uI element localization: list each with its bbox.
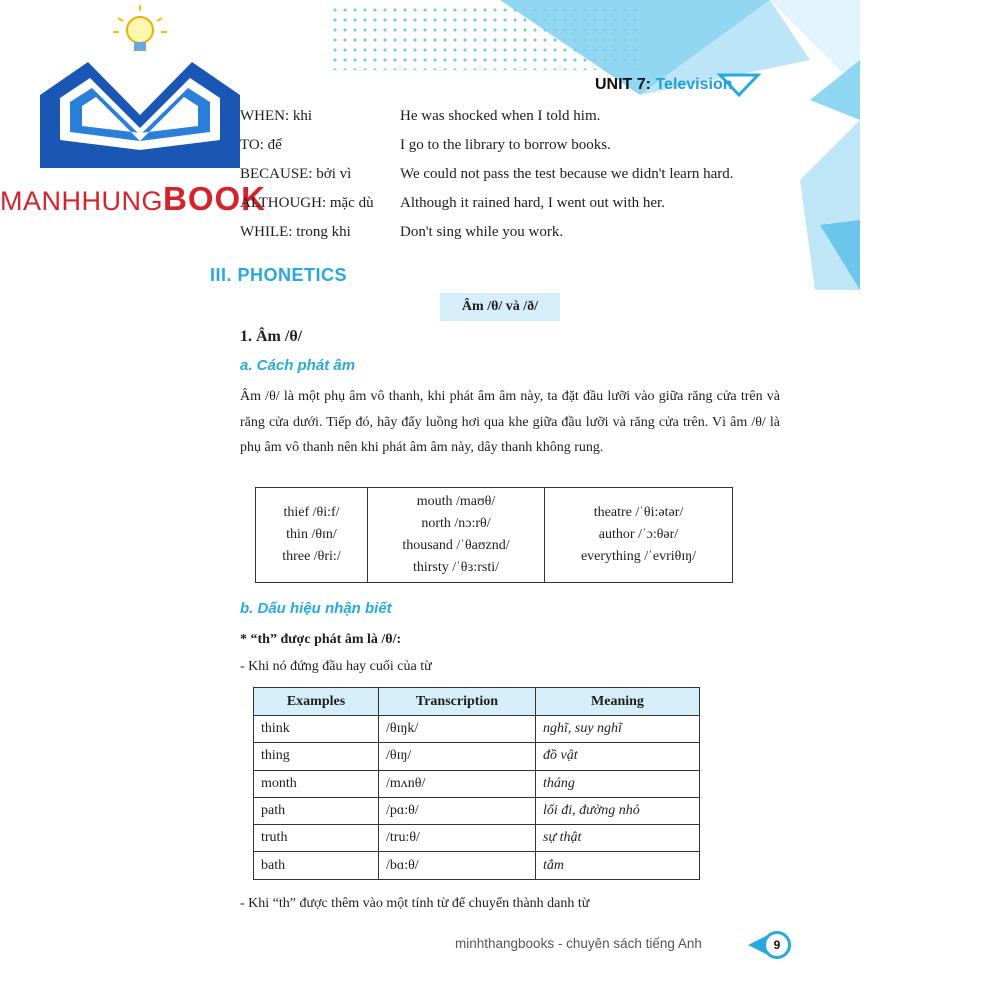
case-one-text: - Khi nó đứng đầu hay cuối của từ	[240, 659, 432, 674]
conjunction-word: TO: để	[240, 137, 282, 153]
word-item: thin /θɪn/	[286, 527, 337, 542]
table-header-row	[254, 688, 700, 716]
word-column	[368, 488, 545, 583]
word-item: mouth /maʊθ/	[416, 494, 496, 509]
table-cell: tắm	[536, 852, 700, 879]
table-row	[254, 797, 700, 824]
section-title: III. PHONETICS	[210, 265, 348, 285]
table-cell: nghĩ, suy nghĩ	[536, 716, 700, 743]
brand-name: MANHHUNG	[0, 186, 163, 216]
case-two-text: - Khi “th” được thêm vào một tính từ để chuyển thành danh từ	[240, 896, 590, 911]
conjunction-example: Don't sing while you work.	[400, 224, 564, 240]
column-header: Examples	[254, 688, 379, 716]
table-cell: truth	[254, 825, 379, 852]
word-item: thirsty /ˈθɜ:rsti/	[412, 560, 500, 575]
word-item: theatre /ˈθi:ətər/	[593, 505, 684, 520]
table-cell: bath	[254, 852, 379, 879]
word-column	[545, 488, 733, 583]
table-cell: tháng	[536, 770, 700, 797]
table-cell: sự thật	[536, 825, 700, 852]
conjunction-example: We could not pass the test because we didn't learn hard.	[400, 166, 734, 182]
table-cell: /bɑ:θ/	[379, 852, 536, 879]
conjunction-example: I go to the library to borrow books.	[400, 137, 611, 153]
table-row	[254, 825, 700, 852]
table-cell: lối đi, đường nhỏ	[536, 797, 700, 824]
table-cell: thing	[254, 743, 379, 770]
table-cell: /mʌnθ/	[379, 770, 536, 797]
page-number: 9	[763, 931, 791, 959]
table-row	[254, 770, 700, 797]
how-paragraph: Âm /θ/ là một phụ âm vô thanh, khi phát âm âm này, ta đặt đầu lưỡi vào giữa răng cửa trên và răng cửa dưới. Tiếp đó, hãy đẩy luồng hơi qua khe giữa đầu lưỡi và răng cửa trên. Vì âm /θ/ là phụ âm vô thanh nên khi phát âm âm này, dây thanh không rung.	[240, 389, 780, 455]
subheading: 1. Âm /θ/	[240, 328, 303, 345]
signs-title: b. Dấu hiệu nhận biết	[240, 600, 392, 617]
how-title: a. Cách phát âm	[240, 357, 356, 374]
footer-text: minhthangbooks - chuyên sách tiếng Anh	[455, 936, 702, 951]
table-cell: đồ vật	[536, 743, 700, 770]
table-cell: /tru:θ/	[379, 825, 536, 852]
rule-text: * “th” được phát âm là /θ/:	[240, 632, 402, 647]
unit-topic: Television	[655, 76, 733, 93]
table-cell: path	[254, 797, 379, 824]
column-header: Meaning	[536, 688, 700, 716]
unit-title	[595, 76, 733, 94]
unit-number: UNIT 7:	[595, 76, 651, 93]
conjunction-word: BECAUSE: bởi vì	[240, 166, 352, 182]
examples-table	[253, 687, 700, 880]
word-item: three /θri:/	[282, 549, 341, 564]
table-row	[254, 743, 700, 770]
table-cell: /θɪŋk/	[379, 716, 536, 743]
conjunction-example: He was shocked when I told him.	[400, 108, 601, 124]
conjunction-word: WHILE: trong khi	[240, 224, 351, 240]
word-item: everything /ˈevriθɪŋ/	[580, 549, 697, 564]
sound-box: Âm /θ/ và /ð/	[440, 293, 560, 321]
column-header: Transcription	[379, 688, 536, 716]
table-row	[254, 716, 700, 743]
word-item: author /ˈɔ:θər/	[598, 527, 679, 542]
table-cell: /pɑ:θ/	[379, 797, 536, 824]
conjunction-word: WHEN: khi	[240, 108, 313, 124]
brand-suffix: BOOK	[163, 180, 266, 217]
table-row	[254, 852, 700, 879]
word-column	[256, 488, 368, 583]
conjunction-example: Although it rained hard, I went out with her.	[400, 195, 665, 211]
word-item: north /nɔ:rθ/	[421, 516, 491, 531]
word-item: thousand /ˈθaʊznd/	[402, 538, 510, 553]
word-item: thief /θi:f/	[283, 505, 340, 520]
conjunction-word: ALTHOUGH: mặc dù	[240, 195, 374, 211]
table-cell: month	[254, 770, 379, 797]
word-examples-table	[255, 487, 733, 583]
table-cell: think	[254, 716, 379, 743]
table-cell: /θɪŋ/	[379, 743, 536, 770]
brand-logo	[0, 180, 266, 218]
